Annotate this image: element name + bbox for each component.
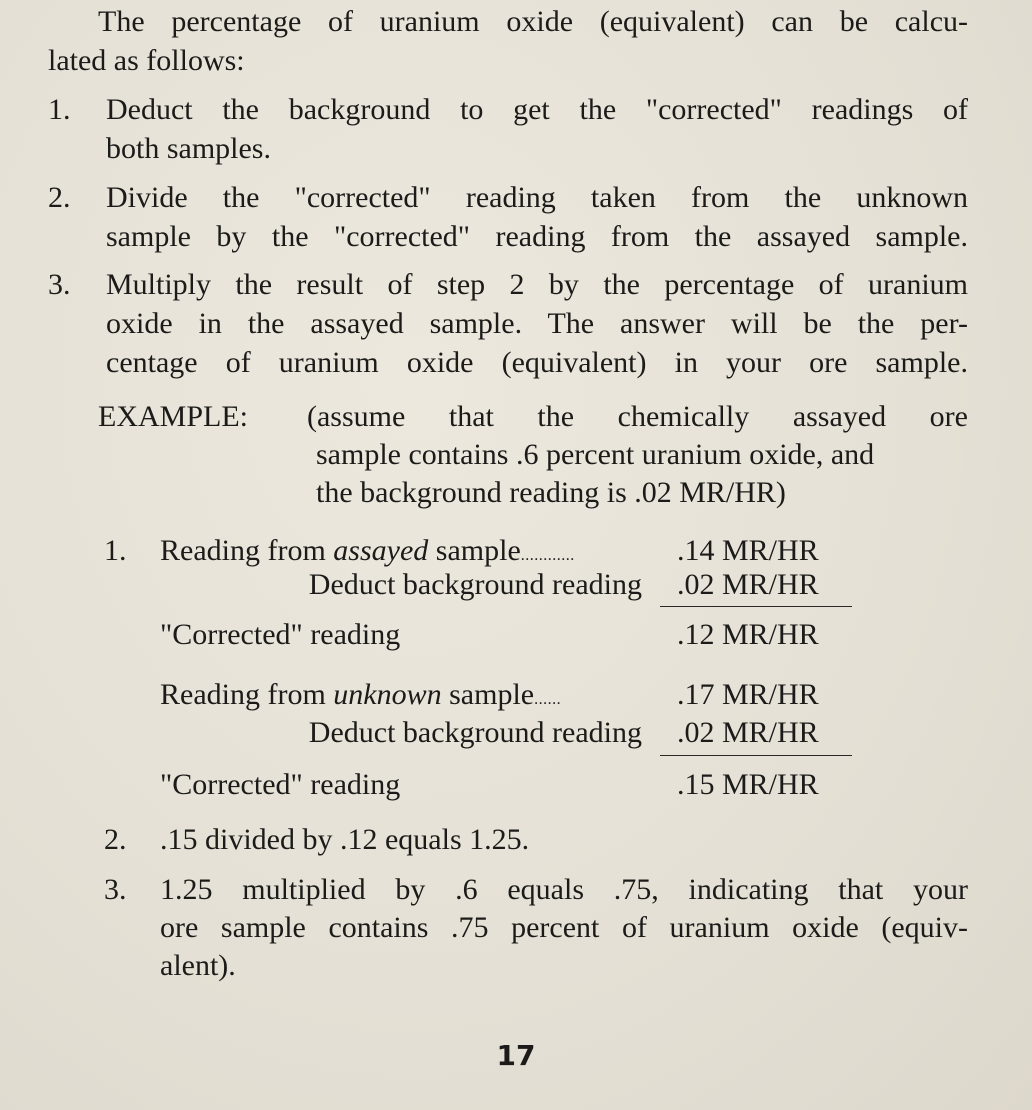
- step-2-line-1: Divide the "corrected" reading taken from the unknown: [106, 181, 968, 214]
- step-3-line-1: Multiply the result of step 2 by the percentage of uranium: [106, 268, 968, 301]
- result-step-3-line-2: ore sample contains .75 percent of uranium oxide (equiv-: [160, 911, 968, 944]
- unknown-reading-value: .17 MR/HR: [677, 678, 819, 711]
- example-line-1: (assume that the chemically assayed ore: [307, 400, 968, 433]
- deduct-background-value-1: .02 MR/HR: [677, 568, 819, 601]
- step-2-line-2: sample by the "corrected" reading from the assayed sample.: [106, 220, 968, 253]
- example-label: EXAMPLE:: [98, 400, 248, 433]
- assayed-leader: ............: [520, 547, 575, 564]
- calc-number: 1.: [104, 534, 127, 567]
- unknown-word: unknown: [333, 678, 442, 711]
- page-number: 17: [496, 1039, 536, 1072]
- corrected-value-1: .12 MR/HR: [677, 618, 819, 651]
- result-step-3-line-3: alent).: [160, 949, 236, 982]
- deduct-background-label-2: Deduct background reading: [308, 716, 642, 749]
- assayed-word: assayed: [333, 534, 429, 567]
- step-3-number: 3.: [48, 268, 71, 301]
- intro-line-2: lated as follows:: [48, 44, 245, 77]
- example-line-3: the background reading is .02 MR/HR): [316, 476, 786, 509]
- step-3-line-3: centage of uranium oxide (equivalent) in your ore sample.: [106, 346, 968, 379]
- assayed-prefix: Reading from: [160, 534, 334, 567]
- unknown-prefix: Reading from: [160, 678, 334, 711]
- unknown-leader: ......: [534, 691, 562, 708]
- assayed-suffix: sample: [428, 534, 521, 567]
- intro-line-1: The percentage of uranium oxide (equivalent) can be calcu-: [98, 5, 968, 38]
- step-1-line-1: Deduct the background to get the "corrected" readings of: [106, 93, 968, 126]
- assayed-reading-value: .14 MR/HR: [677, 534, 819, 567]
- corrected-label-2: "Corrected" reading: [160, 768, 401, 801]
- step-3-line-2: oxide in the assayed sample. The answer will be the per-: [106, 307, 968, 340]
- deduct-background-value-2: .02 MR/HR: [677, 716, 819, 749]
- subtotal-rule-1: [660, 606, 852, 607]
- subtotal-rule-2: [660, 755, 852, 756]
- step-2-number: 2.: [48, 181, 71, 214]
- result-step-3-number: 3.: [104, 873, 127, 906]
- corrected-value-2: .15 MR/HR: [677, 768, 819, 801]
- deduct-background-label-1: Deduct background reading: [308, 568, 642, 601]
- unknown-reading-label: [160, 677, 642, 718]
- example-line-2: sample contains .6 percent uranium oxide, and: [316, 438, 875, 471]
- result-step-3-line-1: 1.25 multiplied by .6 equals .75, indicating that your: [160, 873, 968, 906]
- corrected-label-1: "Corrected" reading: [160, 618, 401, 651]
- result-step-2-line-1: .15 divided by .12 equals 1.25.: [160, 823, 530, 856]
- unknown-suffix: sample: [441, 678, 535, 711]
- result-step-2-number: 2.: [104, 823, 127, 856]
- step-1-number: 1.: [48, 93, 71, 126]
- step-1-line-2: both samples.: [106, 132, 271, 165]
